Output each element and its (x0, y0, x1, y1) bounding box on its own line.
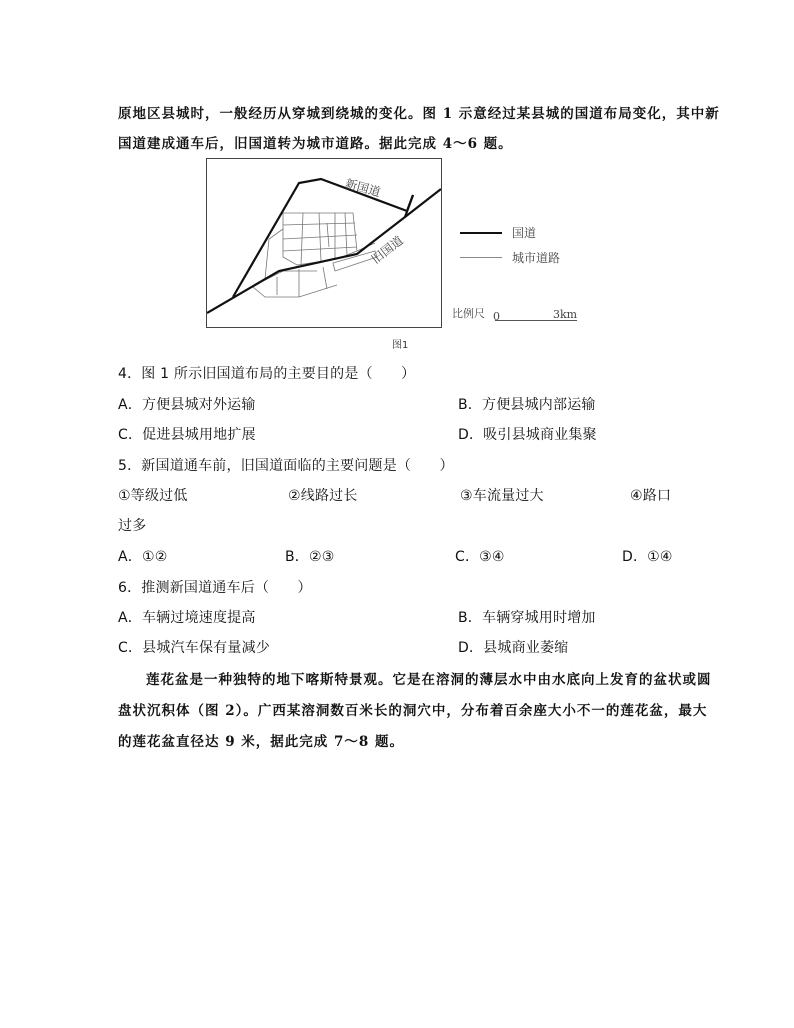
q4-option-c: C．促进县城用地扩展 (118, 427, 256, 443)
new-road-label: 新国道 (343, 176, 383, 200)
legend-swatch-city (460, 257, 502, 258)
city-road (301, 213, 303, 265)
q4-stem: 4．图 1 所示旧国道布局的主要目的是（ ） (118, 366, 416, 382)
scale-start: 0 (493, 310, 500, 323)
q5-item-4: ④路口 (630, 488, 672, 504)
q5-item-1: ①等级过低 (118, 488, 188, 504)
q5-option-c: C．③④ (455, 549, 505, 565)
q5-item-3: ③车流量过大 (460, 488, 544, 504)
figure1-map (206, 158, 442, 328)
city-road (247, 271, 317, 289)
city-road (253, 285, 337, 297)
intro2-line3: 的莲花盆直径达 9 米，据此完成 7～8 题。 (118, 734, 404, 750)
q5-option-b: B．②③ (285, 549, 335, 565)
q6-option-b: B．车辆穿城用时增加 (458, 610, 596, 626)
city-road (283, 223, 355, 225)
old-national-road (207, 189, 441, 313)
road-map-svg (207, 159, 441, 327)
q5-stem: 5．新国道通车前，旧国道面临的主要问题是（ ） (118, 458, 454, 474)
q6-option-a: A．车辆过境速度提高 (118, 610, 256, 626)
scale-end: 3km (553, 308, 578, 321)
legend-national-road (460, 224, 536, 241)
intro1-line1: 原地区县城时，一般经历从穿城到绕城的变化。图 1 示意经过某县城的国道布局变化，其中新 (118, 106, 720, 122)
q4-option-a: A．方便县城对外运输 (118, 397, 256, 413)
figure1-caption: 图1 (392, 340, 409, 351)
q5-item-2: ②线路过长 (288, 488, 358, 504)
q5-item-4-cont: 过多 (118, 518, 147, 534)
city-road (283, 247, 357, 251)
intro2-line1: 莲花盆是一种独特的地下喀斯特景观。它是在溶洞的薄层水中由水底向上发育的盆状或圆 (146, 672, 712, 688)
q6-option-c: C．县城汽车保有量减少 (118, 640, 270, 656)
q6-stem: 6．推测新国道通车后（ ） (118, 580, 312, 596)
q4-option-d: D．吸引县城商业集聚 (458, 427, 597, 443)
old-road-label: 旧国道 (368, 233, 406, 267)
q6-option-d: D．县城商业萎缩 (458, 640, 569, 656)
q5-option-d: D．①④ (622, 549, 673, 565)
intro1-line2: 国道建成通车后，旧国道转为城市道路。据此完成 4～6 题。 (118, 136, 513, 152)
city-road (327, 223, 329, 247)
legend-city-road (460, 249, 560, 266)
q4-option-b: B．方便县城内部运输 (458, 397, 596, 413)
legend-city-road-label: 城市道路 (512, 251, 561, 265)
scale-label: 比例尺 (452, 307, 485, 320)
city-road (345, 213, 347, 255)
legend-national-road-label: 国道 (512, 226, 537, 240)
city-road (323, 267, 327, 289)
intro2-line2: 盘状沉积体（图 2）。广西某溶洞数百米长的洞穴中，分布着百余座大小不一的莲花盆，最大 (118, 703, 708, 719)
q5-option-a: A．①② (118, 549, 168, 565)
legend-swatch-national (460, 232, 502, 234)
